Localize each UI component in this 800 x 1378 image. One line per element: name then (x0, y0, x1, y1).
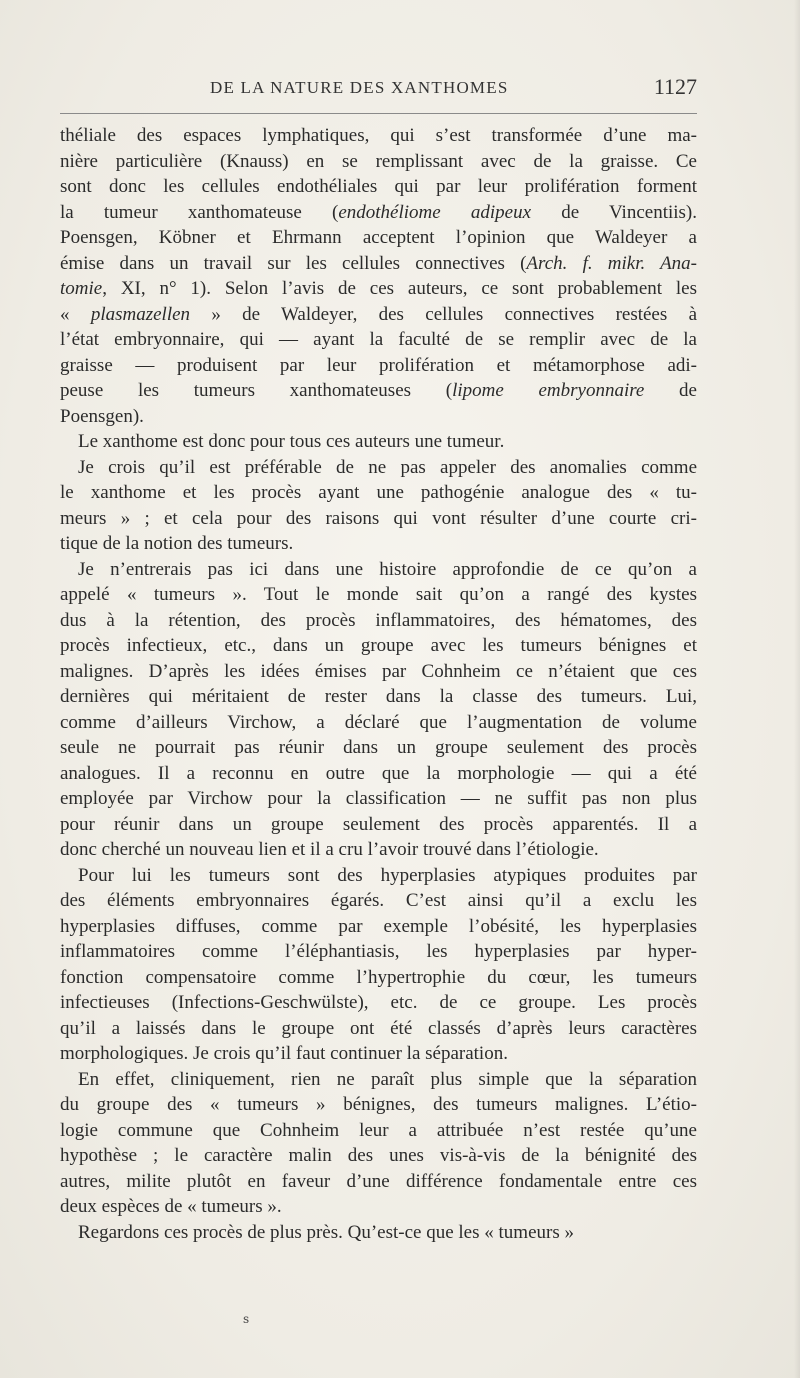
text-line (60, 1067, 697, 1093)
text-segment: de Vincentiis). (531, 201, 697, 223)
text-line (60, 353, 697, 379)
text-line (60, 1118, 697, 1144)
text-line (60, 506, 697, 532)
text-segment: meurs » ; et cela pour des raisons qui vont résulter d’une courte cri- (60, 507, 697, 529)
text-segment: infectieuses (Infections-Geschwülste), etc. de ce groupe. Les procès (60, 992, 697, 1013)
italic-text: tomie (60, 278, 103, 299)
text-line (60, 786, 697, 812)
text-segment: « (60, 303, 91, 325)
text-line (60, 659, 697, 685)
text-segment: deux espèces de « tumeurs ». (60, 1196, 282, 1217)
text-segment: sont donc les cellules endothéliales qui par leur prolifération forment (60, 176, 697, 197)
text-segment: En effet, cliniquement, rien ne paraît plus simple que la séparation (78, 1068, 697, 1090)
text-line (60, 684, 697, 710)
text-line (60, 735, 697, 761)
text-line (60, 327, 697, 353)
text-segment: des éléments embryonnaires égarés. C’est ainsi qu’il a exclu les (60, 890, 697, 911)
text-line (60, 480, 697, 506)
text-line (60, 633, 697, 659)
text-segment: appelé « tumeurs ». Tout le monde sait qu’on a rangé des kystes (60, 584, 697, 605)
text-line (60, 378, 697, 404)
text-segment: donc cherché un nouveau lien et il a cru l’avoir trouvé dans l’étiologie. (60, 839, 599, 860)
text-segment: de (644, 380, 697, 401)
text-segment: analogues. Il a reconnu en outre que la morphologie — qui a été (60, 762, 697, 784)
text-segment: dernières qui méritaient de rester dans la classe des tumeurs. Lui, (60, 686, 697, 707)
text-segment: hypothèse ; le caractère malin des unes vis-à-vis de la bénignité des (60, 1145, 697, 1166)
text-segment: Poensgen). (60, 405, 144, 427)
text-line (60, 123, 697, 149)
text-segment: hyperplasies diffuses, comme par exemple l’obésité, les hyperplasies (60, 915, 697, 937)
text-line (60, 837, 697, 863)
text-segment: seule ne pourrait pas réunir dans un groupe seulement des procès (60, 737, 697, 758)
text-segment: l’état embryonnaire, qui — ayant la faculté de se remplir avec de la (60, 329, 697, 350)
text-line (60, 761, 697, 787)
page-edge-shadow (794, 0, 800, 1378)
running-head (60, 74, 697, 104)
text-segment: théliale des espaces lymphatiques, qui s’est transformée d’une ma- (60, 125, 697, 146)
text-line (60, 608, 697, 634)
header-rule (60, 113, 697, 114)
text-segment: qu’il a laissés dans le groupe ont été classés d’après leurs caractères (60, 1017, 697, 1039)
text-segment: morphologiques. Je crois qu’il faut continuer la séparation. (60, 1043, 508, 1064)
text-segment: Je n’entrerais pas ici dans une histoire approfondie de ce qu’on a (78, 558, 697, 580)
italic-text: plasmazellen (90, 303, 191, 325)
italic-text: endothéliome adipeux (338, 201, 532, 223)
signature-mark: s (243, 1312, 250, 1326)
italic-text: Arch. f. mikr. Ana- (526, 252, 698, 274)
text-line (60, 582, 697, 608)
text-line (60, 1143, 697, 1169)
text-segment: dus à la rétention, des procès inflammatoires, des hématomes, des (60, 609, 697, 631)
text-segment: Le xanthome est donc pour tous ces auteurs une tumeur. (78, 431, 505, 452)
text-line (60, 965, 697, 991)
page-number: 1127 (653, 74, 697, 99)
text-segment: inflammatoires comme l’éléphantiasis, les hyperplasies par hyper- (60, 941, 697, 962)
italic-text: lipome embryonnaire (452, 380, 645, 401)
text-line (60, 990, 697, 1016)
text-line (60, 1220, 697, 1246)
text-line (60, 1092, 697, 1118)
text-line (60, 200, 697, 226)
text-line (60, 1041, 697, 1067)
text-segment: la tumeur xanthomateuse ( (60, 201, 339, 223)
text-segment: logie commune que Cohnheim leur a attribuée n’est restée qu’une (60, 1119, 697, 1141)
text-line (60, 914, 697, 940)
text-line (60, 251, 697, 277)
text-line (60, 531, 697, 557)
text-segment: procès infectieux, etc., dans un groupe avec les tumeurs bénignes et (60, 635, 697, 656)
running-title: DE LA NATURE DES XANTHOMES (210, 78, 509, 97)
text-line (60, 429, 697, 455)
text-segment: employée par Virchow pour la classification — ne suffit pas non plus (60, 788, 697, 809)
text-line (60, 939, 697, 965)
text-segment: Je crois qu’il est préférable de ne pas appeler des anomalies comme (78, 456, 697, 478)
text-line (60, 1016, 697, 1042)
text-segment: » de Waldeyer, des cellules connectives restées à (190, 303, 697, 325)
text-line (60, 812, 697, 838)
text-line (60, 1194, 697, 1220)
text-segment: , XI, n° 1). Selon l’avis de ces auteurs, ce sont probablement les (102, 278, 697, 299)
text-line (60, 710, 697, 736)
text-segment: le xanthome et les procès ayant une pathogénie analogue des « tu- (60, 482, 697, 503)
text-segment: Pour lui les tumeurs sont des hyperplasies atypiques produites par (78, 864, 697, 886)
text-line (60, 276, 697, 302)
text-segment: du groupe des « tumeurs » bénignes, des tumeurs malignes. L’étio- (60, 1094, 697, 1115)
text-line (60, 174, 697, 200)
text-segment: tique de la notion des tumeurs. (60, 533, 294, 554)
text-segment: émise dans un travail sur les cellules connectives ( (60, 252, 527, 274)
body-text (60, 123, 697, 1245)
text-line (60, 455, 697, 481)
text-line (60, 225, 697, 251)
text-line (60, 1169, 697, 1195)
text-segment: comme d’ailleurs Virchow, a déclaré que l’augmentation de volume (60, 711, 697, 733)
text-line (60, 302, 697, 328)
text-line (60, 888, 697, 914)
text-segment: fonction compensatoire comme l’hypertrophie du cœur, les tumeurs (60, 966, 697, 988)
text-segment: Poensgen, Köbner et Ehrmann acceptent l’opinion que Waldeyer a (60, 227, 697, 248)
text-segment: pour réunir dans un groupe seulement des procès apparentés. Il a (60, 813, 697, 835)
text-segment: peuse les tumeurs xanthomateuses ( (60, 380, 453, 401)
text-segment: malignes. D’après les idées émises par Cohnheim ce n’étaient que ces (60, 660, 697, 682)
text-line (60, 557, 697, 583)
text-segment: nière particulière (Knauss) en se remplissant avec de la graisse. Ce (60, 150, 697, 172)
text-segment: autres, milite plutôt en faveur d’une différence fondamentale entre ces (60, 1170, 697, 1192)
text-line (60, 404, 697, 430)
text-segment: graisse — produisent par leur prolifération et métamorphose adi- (60, 354, 697, 376)
text-segment: Regardons ces procès de plus près. Qu’est-ce que les « tumeurs » (78, 1221, 574, 1243)
text-line (60, 863, 697, 889)
text-line (60, 149, 697, 175)
